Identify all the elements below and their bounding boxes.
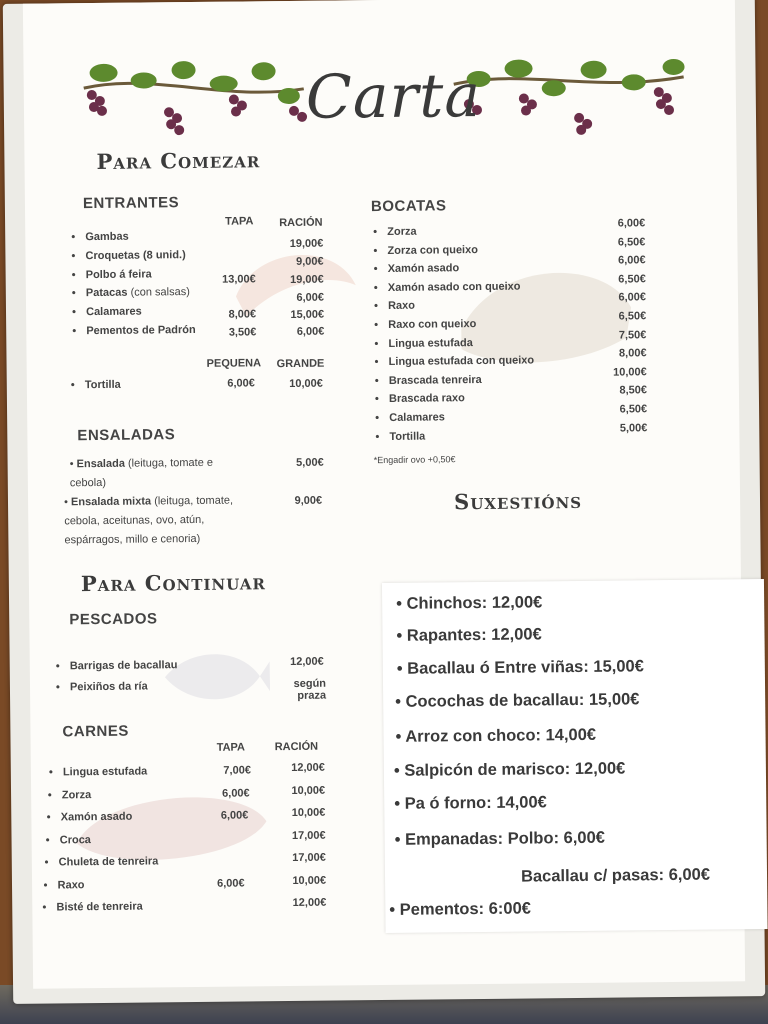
price: 10,00€ [292, 874, 327, 887]
suggestion-item: • Pementos: 6:00€ [389, 899, 531, 919]
price: 12,00€ [290, 655, 324, 668]
bocatas-note: *Engadir ovo +0,50€ [373, 454, 456, 466]
bocatas-heading: BOCATAS [370, 197, 447, 216]
price: 7,00€ [223, 764, 251, 777]
price: 6,00€ [617, 254, 646, 267]
para-continuar-heading: Para Continuar [80, 569, 267, 597]
suxestions-heading: Suxestións [453, 487, 583, 515]
price: 10,00€ [291, 784, 326, 797]
suggestion-item: • Cocochas de bacallau: 15,00€ [395, 690, 640, 711]
price: 19,00€ [289, 237, 324, 250]
price: 6,00€ [617, 217, 646, 230]
list-item: • Ensalada (leituga, tomate e cebola) [69, 456, 214, 490]
pescados-heading: PESCADOS [69, 610, 158, 629]
page-title: Carta [305, 60, 482, 133]
price: 6,00€ [222, 786, 250, 800]
suggestion-item: • Arroz con choco: 14,00€ [395, 725, 597, 746]
suxestions-box [382, 579, 768, 933]
price: 6,00€ [618, 291, 647, 304]
price: 5,00€ [296, 456, 324, 469]
ensaladas-heading: ENSALADAS [77, 426, 176, 445]
suggestion-item: • Rapantes: 12,00€ [396, 625, 542, 645]
price: 8,50€ [619, 384, 648, 397]
price: 17,00€ [291, 829, 326, 842]
price: 6,50€ [618, 273, 646, 286]
price: 9,00€ [294, 494, 323, 507]
price: 13,00€ [222, 273, 256, 286]
price: 10,00€ [291, 806, 326, 819]
carnes-col-tapa: TAPA [216, 741, 246, 754]
price: 8,00€ [618, 347, 647, 360]
price: 6,50€ [617, 235, 646, 249]
price: 10,00€ [613, 366, 647, 379]
price: 6,00€ [227, 377, 255, 390]
price: 9,00€ [295, 255, 324, 268]
price: 6,50€ [618, 310, 647, 323]
price: 12,00€ [292, 896, 327, 909]
price: 6,00€ [296, 325, 325, 338]
price: 6,00€ [216, 876, 245, 890]
entrantes-col-racion: RACIÓN [279, 216, 323, 230]
suggestion-item: • Empanadas: Polbo: 6,00€ [394, 828, 606, 849]
price: 19,00€ [290, 273, 324, 286]
para-comezar-heading: Para Comezar [96, 147, 261, 174]
entrantes-col-pequena: PEQUENA [206, 357, 262, 370]
price: 15,00€ [290, 308, 325, 321]
price: 5,00€ [619, 421, 648, 435]
suggestion-item: • Bacallau ó Entre viñas: 15,00€ [396, 657, 644, 678]
bocatas-list: • Zorza 6,00€ • Zorza con queixo 6,50€ • Xamón asado 6,00€ • Xamón asado con queixo 6,50€ • Raxo 6,00€ • Raxo con queixo 6,50€ • Lingua estufada 7,50€ • Lingua estufada con queixo 8,00€ • Brascada tenreira 10,00€ • Brascada raxo 8,50€ • Calamares 6,50€ • Tortilla 5,00€ [373, 217, 648, 443]
price: 12,00€ [291, 761, 325, 774]
list-item: • Ensalada mixta (leituga, tomate, cebola, aceitunas, ovo, atún, espárragos, millo e cenoria) [64, 494, 234, 547]
price: 17,00€ [292, 851, 326, 864]
price: 10,00€ [289, 377, 323, 390]
entrantes-heading: ENTRANTES [82, 194, 180, 213]
price: 6,00€ [220, 809, 249, 822]
price: 6,00€ [296, 291, 325, 304]
menu-paper: Carta Para Comezar ENTRANTES TAPA RACIÓN • Gambas • Croquetas (8 unid.) 19,00€ • Polbo á feira 9,00€ • Patacas (con salsas) 13,00€ 19,00€ • Calamares 6,00€ • Pementos de Padrón 8,00€ 15,00€ 3,50€ 6,00€ PEQUENA GRANDE • Tortilla 6,00€ 10,00€ ENSALADAS • Ensalada (leituga, tomate e cebola) 5,00€ • Ensalada mixta (leituga, tomate, cebola, aceitunas, ovo, atún, espárragos, millo e cenoria) 9,00€ BOCATAS • Zorza 6,00€ • Zorza con queixo 6,50€ • Xamón asado 6,00€ • Xamón asado con queixo 6,50€ • Raxo 6,00€ • Raxo con queixo 6,50€ • Lingua estufada 7,50€ • Lingua estufada con queixo 8,00€ • Brascada tenreira 10,00€ • Brascada raxo 8,50€ • Calamares 6,50€ • Tortilla 5,00€ *Engadir ovo +0,50€ Suxestións Para Continuar PESCADOS • Barrigas de bacallau 12,00€ • Peixiños da ría según praza CARNES TAPA RACIÓN • Lingua estufada 7,00€ 12,00€ • Zorza 6,00€ 10,00€ • Xamón asado 6,00€ 10,00€ • Croca 17,00€ • Chuleta de tenreira 17,00€ • Raxo 6,00€ 10,00€ • Bisté de tenreira 12,00€ • Chinchos: 12,00€ • Rapantes: 12,00€ • Bacallau ó Entre viñas: 15,00€ • Cocochas de bacallau: 15,00€ • Arroz con choco: 14,00€ • Salpicón de marisco: 12,00€ • Pa ó forno: 14,00€ • Empanadas: Polbo: 6,00€ Bacallau c/ pasas: 6,00€ • Pementos: 6:00€ [23, 0, 745, 989]
entrantes-col-grande: GRANDE [276, 357, 325, 371]
suggestion-item: • Salpicón de marisco: 12,00€ [393, 759, 626, 780]
price: 3,50€ [228, 326, 257, 339]
fish-illustration [160, 641, 271, 712]
price: 7,50€ [618, 328, 647, 342]
carnes-heading: CARNES [62, 722, 129, 741]
carnes-list: • Lingua estufada 7,00€ 12,00€ • Zorza 6,00€ 10,00€ • Xamón asado 6,00€ 10,00€ • Croca 17,00€ • Chuleta de tenreira 17,00€ • Raxo 6,00€ 10,00€ • Bisté de tenreira 12,00€ [42, 761, 327, 914]
price: según praza [293, 677, 327, 702]
suggestion-item: • Pa ó forno: 14,00€ [394, 793, 547, 813]
suggestion-item: • Chinchos: 12,00€ [396, 593, 543, 613]
price: 6,50€ [619, 403, 648, 416]
carnes-col-racion: RACIÓN [274, 740, 319, 754]
entrantes-col-tapa: TAPA [225, 215, 254, 228]
price: 8,00€ [228, 308, 257, 321]
suggestion-item: Bacallau c/ pasas: 6,00€ [520, 865, 711, 886]
